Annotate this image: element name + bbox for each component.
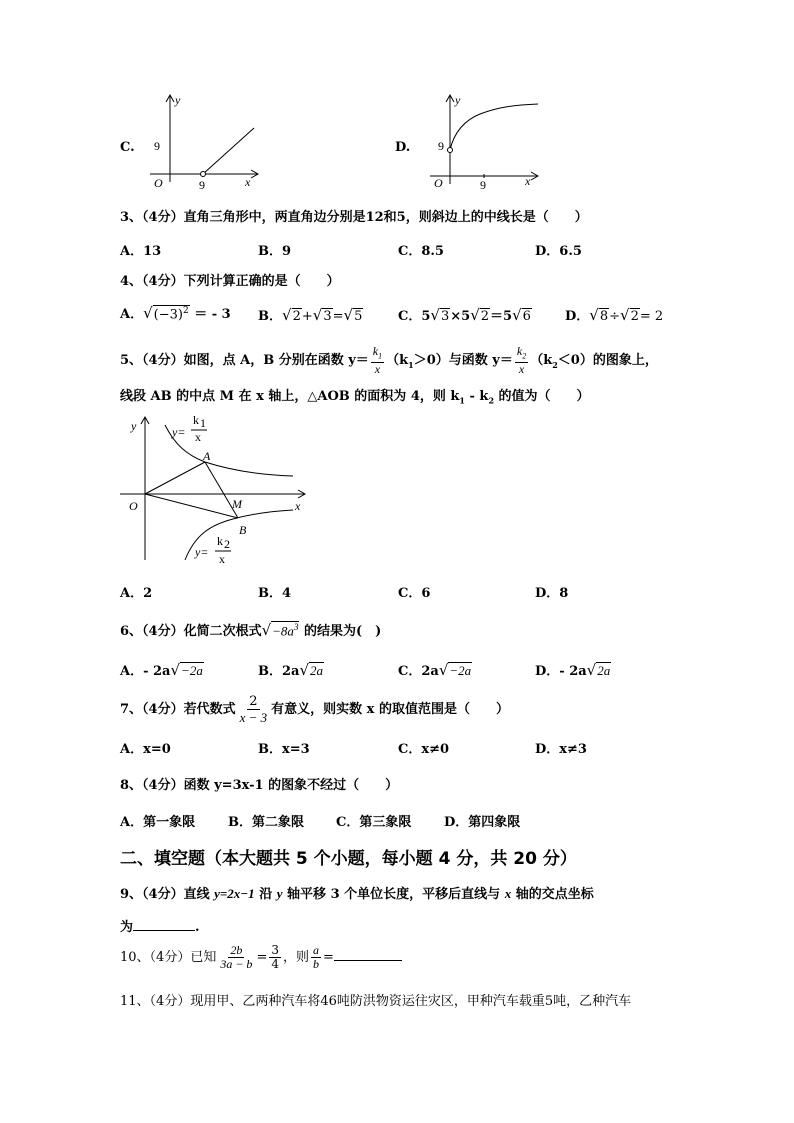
option-c-graph — [140, 92, 270, 192]
x-tick-label: 9 — [199, 178, 205, 192]
q5-option-b: B．4 — [258, 586, 292, 601]
origin-label: O — [434, 176, 443, 190]
question-5-graph — [115, 410, 315, 570]
option-d-graph — [420, 92, 550, 192]
q8-option-a: A．第一象限 — [120, 815, 196, 830]
point-b-label: B — [239, 523, 247, 537]
question-9-line1: 9、（4分）直线 y=2x−1 沿 y 轴平移 3 个单位长度，平移后直线与 x 轴的交点坐标 — [120, 886, 594, 902]
question-5-stem-line1: 5、（4分）如图，点 A，B 分别在函数 y＝ $\frac{k_1}{x}$ $(k_1>0)$与函数 y＝ $\frac{k_2}{x}$ $(k_2<0)$的图象上， — [120, 344, 658, 377]
answer-blank — [133, 918, 195, 931]
x-tick-label: 9 — [480, 178, 486, 192]
curve2-denominator: x — [219, 552, 225, 566]
question-10: 10、（4分）已知 $\frac{2b}{3a - b}$ = $\frac{3}{4}$ ，则 $\frac{a}{b}$ = — [120, 944, 402, 971]
q5-option-d: D．8 — [535, 586, 569, 601]
q7-option-b: B．x=3 — [258, 742, 310, 757]
q5-option-a: A．2 — [120, 586, 153, 601]
x-axis-label: x — [295, 499, 301, 513]
curve1-numerator: k — [193, 413, 199, 427]
curve2-numerator-sub: 2 — [224, 537, 230, 551]
y-tick-label: 9 — [438, 139, 444, 153]
q6-option-c: C．2a√−2a — [398, 661, 472, 679]
q7-option-c: C．x≠0 — [398, 742, 450, 757]
question-4-stem: 4、（4分）下列计算正确的是（ ） — [120, 274, 340, 289]
point-a-label: A — [203, 449, 211, 463]
q5-option-c: C．6 — [398, 586, 431, 601]
y-axis-label: y — [131, 419, 137, 433]
q6-option-d: D．- 2a√2a — [535, 661, 611, 679]
question-7-stem: 7、（4分）若代数式 $\frac{2}{x - 3}$ 有意义，则实数 x 的取值范围是（ ） — [120, 694, 509, 725]
curve1-formula-prefix: y= — [172, 425, 186, 439]
q4-option-a: A．$√(-3)^2$ ＝ - 3 — [120, 304, 231, 322]
question-9-line2: 为 . — [120, 920, 200, 935]
option-c-label: C. — [120, 140, 135, 155]
q6-option-a: A．- 2a√−2a — [120, 661, 203, 679]
q6-option-b: B．2a√2a — [258, 661, 324, 679]
y-tick-label: 9 — [154, 139, 160, 153]
curve2-formula-prefix: y= — [195, 545, 209, 559]
q8-option-c: C．第三象限 — [336, 815, 412, 830]
origin-label: O — [129, 499, 138, 513]
question-5-stem-line2: 线段 AB 的中点 M 在 x 轴上，△AOB 的面积为 4，则 $k_1 - k_2$ 的值为（ ） — [120, 389, 590, 406]
curve1-denominator: x — [195, 430, 201, 444]
curve1-numerator-sub: 1 — [200, 416, 206, 430]
x-axis-label: x — [525, 174, 531, 188]
origin-label: O — [154, 176, 163, 190]
section-2-heading: 二、填空题（本大题共 5 个小题，每小题 4 分，共 20 分） — [120, 849, 577, 869]
question-6-stem: 6、（4分）化简二次根式$√-8a^3$ 的结果为( ) — [120, 621, 382, 639]
q3-option-b: B．9 — [258, 244, 292, 259]
q4-option-c: C．5√3×5√2＝5√6 — [398, 306, 531, 324]
q7-option-a: A．x=0 — [120, 742, 171, 757]
y-axis-label: y — [175, 93, 181, 107]
q3-option-a: A．13 — [120, 244, 162, 259]
y-axis-label: y — [455, 93, 461, 107]
question-11-text: 11、（4分）现用甲、乙两种汽车将46吨防洪物资运往灾区，甲种汽车载重5吨，乙种汽车 — [120, 994, 632, 1009]
x-axis-label: x — [245, 175, 251, 189]
point-m-label: M — [232, 497, 242, 511]
q3-option-c: C．8.5 — [398, 244, 444, 259]
question-8-stem: 8、（4分）函数 y=3x-1 的图象不经过（ ） — [120, 778, 399, 793]
q8-option-d: D．第四象限 — [444, 815, 521, 830]
q3-option-d: D．6.5 — [535, 244, 582, 259]
question-3-stem: 3、（4分）直角三角形中，两直角边分别是12和5，则斜边上的中线长是（ ） — [120, 210, 588, 225]
q4-option-b: B．√2+√3=√5 — [258, 306, 363, 324]
curve2-numerator: k — [217, 534, 223, 548]
option-d-label: D. — [395, 140, 411, 155]
q4-option-d: D．√8÷√2= 2 — [565, 306, 664, 324]
q8-option-b: B．第二象限 — [228, 815, 304, 830]
q7-option-d: D．x≠3 — [535, 742, 587, 757]
answer-blank — [334, 948, 402, 961]
